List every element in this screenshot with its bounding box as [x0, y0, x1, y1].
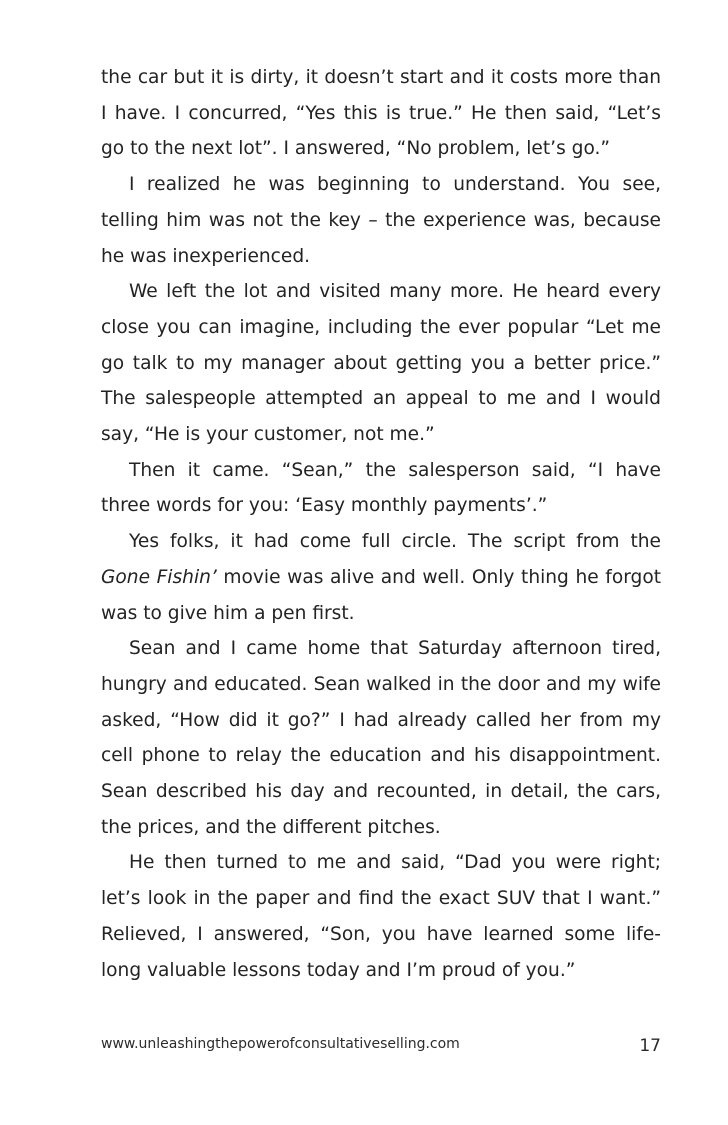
page-body — [101, 60, 661, 988]
paragraph-5-text-start: Yes folks, it had come full circle. The script from the — [129, 531, 661, 553]
paragraph-5-text-end: movie was alive and well. Only thing he forgot was to give him a pen first. — [101, 566, 661, 624]
paragraph-1: the car but it is dirty, it doesn’t start and it costs more than I have. I concurred, “Yes this is true.” He then said, “Let’s go to the next lot”. I answered, “No problem, let’s go.” — [101, 67, 661, 160]
paragraph-6: Sean and I came home that Saturday afternoon tired, hungry and educated. Sean walked in the door and my wife asked, “How did it go?” I had already called her from my cell phone to relay the education and his disappointment. Sean described his day and recounted, in detail, the cars, the prices, and the different pitches. — [101, 638, 661, 838]
paragraph-3: We left the lot and visited many more. He heard every close you can imagine, including the ever popular “Let me go talk to my manager about getting you a better price.” The salespeople attempted an appeal to me and I would say, “He is your customer, not me.” — [101, 281, 661, 446]
paragraph-5 — [101, 524, 661, 631]
paragraph-7: He then turned to me and said, “Dad you were right; let’s look in the paper and find the exact SUV that I want.” Relieved, I answered, “Son, you have learned some life-long valuable lessons today and I’m proud of you.” — [101, 852, 661, 981]
page-number: 17 — [639, 1036, 661, 1056]
movie-title-italic: Gone Fishin’ — [101, 566, 217, 588]
paragraph-4: Then it came. “Sean,” the salesperson said, “I have three words for you: ‘Easy monthly payments’.” — [101, 459, 661, 517]
page-footer — [101, 1036, 661, 1060]
footer-website-url: www.unleashingthepowerofconsultativeselling.com — [101, 1036, 460, 1052]
paragraph-2: I realized he was beginning to understand. You see, telling him was not the key – the experience was, because he was inexperienced. — [101, 174, 661, 267]
